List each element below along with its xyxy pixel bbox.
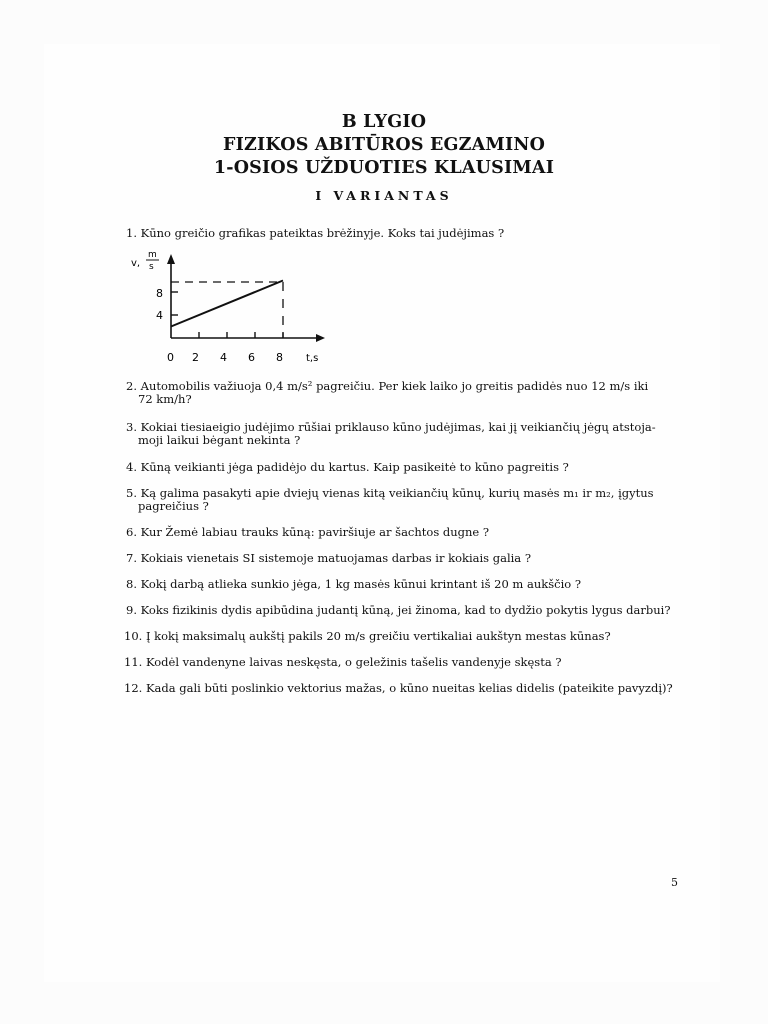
page-number: 5	[671, 876, 678, 889]
question-3	[126, 421, 686, 447]
question-text: Kokiai tiesiaeigio judėjimo rūšiai priklauso kūno judėjimas, kai jį veikiančių jėgų atstoja-	[140, 420, 656, 434]
question-number: 1.	[126, 226, 137, 240]
question-number: 2.	[126, 379, 137, 393]
question-12	[124, 682, 684, 695]
title-line-3: 1-OSIOS UŽDUOTIES KLAUSIMAI	[213, 158, 555, 178]
question-number: 5.	[126, 486, 137, 500]
question-text: Į kokį maksimalų aukštį pakils 20 m/s greičiu vertikaliai aukštyn mestas kūnas?	[145, 629, 611, 643]
question-text: Kodėl vandenyne laivas neskęsta, o geležinis tašelis vandenyje skęsta ?	[145, 655, 562, 669]
question-8	[126, 578, 686, 591]
question-text-continued: pagreičius ?	[138, 499, 209, 513]
question-10	[124, 630, 684, 643]
question-number: 8.	[126, 577, 137, 591]
question-text: Kada gali būti poslinkio vektorius mažas, o kūno nueitas kelias didelis (pateikite pavyzdį)?	[145, 681, 673, 695]
question-4	[126, 461, 686, 474]
question-number: 10.	[124, 629, 143, 643]
title-line-1: B LYGIO	[341, 112, 427, 132]
question-text-continued: 72 km/h?	[138, 392, 192, 406]
y-label-v: v,	[131, 258, 141, 269]
velocity-line	[171, 281, 283, 327]
x-axis-label: t,s	[306, 353, 319, 364]
y-unit-denominator: s	[149, 262, 154, 272]
x-tick-2: 2	[192, 351, 199, 364]
question-5	[126, 487, 686, 513]
question-number: 4.	[126, 460, 137, 474]
y-axis-arrow	[167, 254, 175, 264]
x-tick-0: 0	[167, 351, 174, 364]
title-line-2: FIZIKOS ABITŪROS EGZAMINO	[222, 135, 546, 155]
page-sheet	[44, 44, 720, 982]
question-7	[126, 552, 686, 565]
question-text-continued: moji laikui bėgant nekinta ?	[138, 433, 301, 447]
question-number: 9.	[126, 603, 137, 617]
x-ticks	[199, 332, 283, 338]
x-tick-6: 6	[248, 351, 255, 364]
question-2	[126, 380, 686, 406]
svg-text:4: 4	[156, 309, 163, 322]
question-text: Kokiais vienetais SI sistemoje matuojamas darbas ir kokiais galia ?	[140, 551, 531, 565]
question-6	[126, 526, 686, 539]
question-text: Kūną veikianti jėga padidėjo du kartus. Kaip pasikeitė to kūno pagreitis ?	[140, 460, 569, 474]
question-text: Ką galima pasakyti apie dviejų vienas kitą veikiančių kūnų, kurių masės m₁ ir m₂, įgytus	[140, 486, 654, 500]
velocity-time-graph	[128, 248, 343, 368]
question-text: Kūno greičio grafikas pateiktas brėžinyje. Koks tai judėjimas ?	[140, 226, 505, 240]
question-number: 12.	[124, 681, 143, 695]
x-tick-4: 4	[220, 351, 227, 364]
svg-text:8: 8	[156, 287, 163, 300]
question-number: 11.	[124, 655, 143, 669]
question-number: 3.	[126, 420, 137, 434]
question-text: Kokį darbą atlieka sunkio jėga, 1 kg masės kūnui krintant iš 20 m aukščio ?	[140, 577, 581, 591]
question-text: Automobilis važiuoja 0,4 m/s² pagreičiu. Per kiek laiko jo greitis padidės nuo 12 m/s iki	[140, 379, 649, 393]
question-number: 6.	[126, 525, 137, 539]
question-text: Koks fizikinis dydis apibūdina judantį kūną, jei žinoma, kad to dydžio pokytis lygus darbui?	[140, 603, 671, 617]
y-unit-numerator: m	[148, 250, 157, 260]
question-text: Kur Žemė labiau trauks kūną: paviršiuje ar šachtos dugne ?	[140, 525, 490, 539]
y-tick-8	[156, 287, 178, 300]
y-axis-label	[131, 250, 159, 272]
y-tick-4	[156, 309, 178, 322]
question-number: 7.	[126, 551, 137, 565]
question-1	[126, 227, 686, 240]
question-9	[126, 604, 686, 617]
question-11	[124, 656, 684, 669]
x-axis-arrow	[316, 334, 325, 342]
variant-heading: I VARIANTAS	[315, 188, 453, 203]
x-tick-8: 8	[276, 351, 283, 364]
